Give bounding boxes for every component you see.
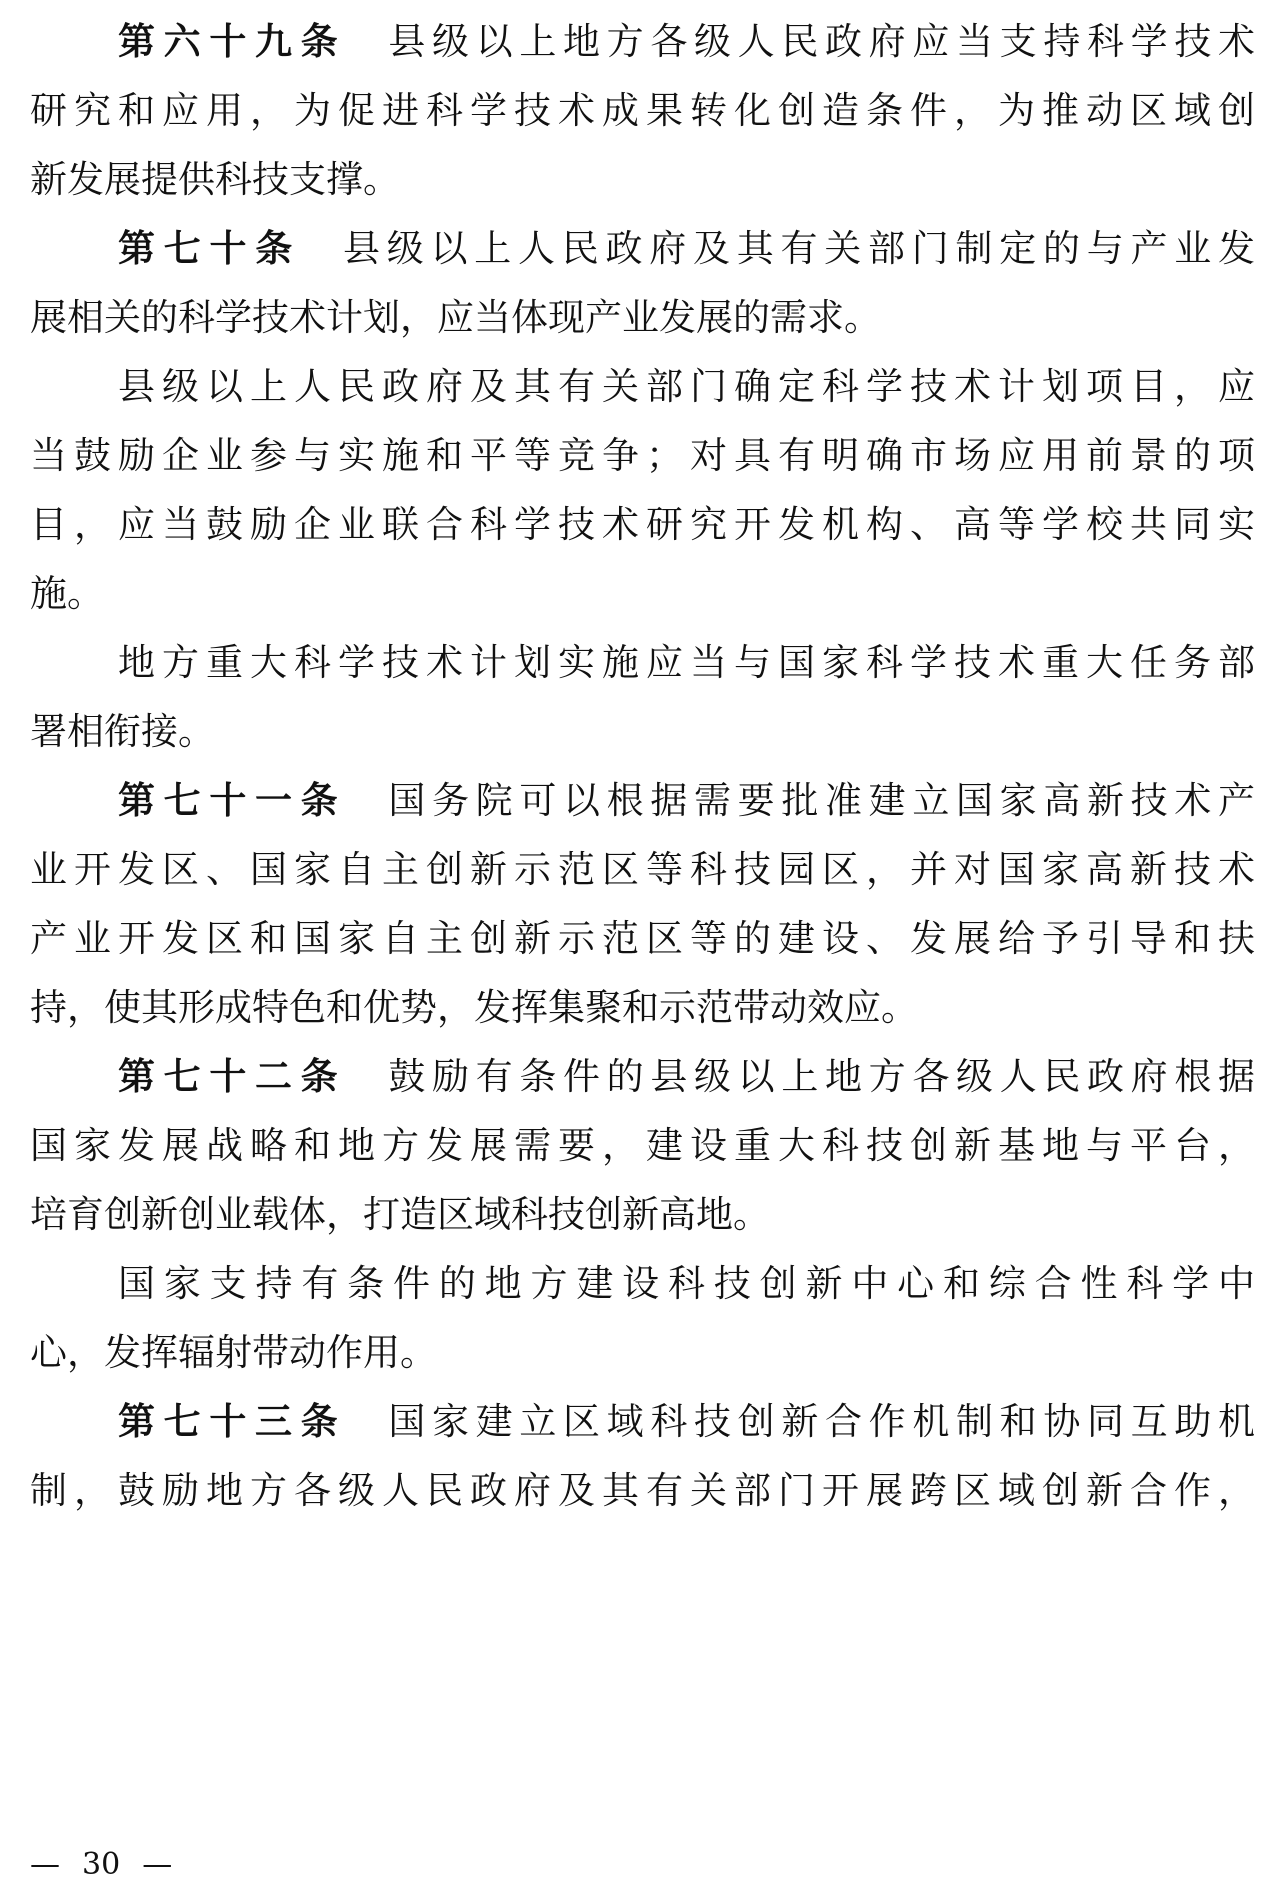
article-70-para-3-line-1: 地方重大科学技术计划实施应当与国家科学技术重大任务部 bbox=[118, 641, 1255, 684]
page-number-value: 30 bbox=[82, 1847, 121, 1882]
article-73-text-1: 国家建立区域科技创新合作机制和协同互助机 bbox=[388, 1400, 1256, 1443]
article-70-line-2: 展相关的科学技术计划，应当体现产业发展的需求。 bbox=[30, 296, 881, 339]
article-72-para-2-line-1: 国家支持有条件的地方建设科技创新中心和综合性科学中 bbox=[118, 1262, 1255, 1305]
article-69-line-1 bbox=[118, 12, 1255, 72]
article-73-line-1 bbox=[118, 1392, 1255, 1452]
page-number-dash-right: — bbox=[142, 1847, 173, 1882]
page-number bbox=[30, 1845, 172, 1885]
article-70-para-2-line-4: 施。 bbox=[30, 572, 104, 615]
article-71-line-2: 业开发区、国家自主创新示范区等科技园区，并对国家高新技术 bbox=[30, 848, 1255, 891]
article-72-heading: 第七十二条 bbox=[118, 1055, 347, 1098]
article-70-para-3-line-2: 署相衔接。 bbox=[30, 710, 215, 753]
article-69-line-3: 新发展提供科技支撑。 bbox=[30, 158, 400, 201]
article-72-line-3: 培育创新创业载体，打造区域科技创新高地。 bbox=[30, 1193, 770, 1236]
article-69-heading: 第六十九条 bbox=[118, 20, 347, 63]
article-71-text-1: 国务院可以根据需要批准建立国家高新技术产 bbox=[388, 779, 1256, 822]
article-73-line-2: 制，鼓励地方各级人民政府及其有关部门开展跨区域创新合作， bbox=[30, 1469, 1255, 1512]
article-72-line-1 bbox=[118, 1047, 1255, 1107]
article-71-heading: 第七十一条 bbox=[118, 779, 347, 822]
article-70-heading: 第七十条 bbox=[118, 227, 301, 270]
article-69-line-2: 研究和应用，为促进科学技术成果转化创造条件，为推动区域创 bbox=[30, 89, 1255, 132]
article-71-line-3: 产业开发区和国家自主创新示范区等的建设、发展给予引导和扶 bbox=[30, 917, 1255, 960]
article-72-text-1: 鼓励有条件的县级以上地方各级人民政府根据 bbox=[388, 1055, 1256, 1098]
article-70-para-2-line-3: 目，应当鼓励企业联合科学技术研究开发机构、高等学校共同实 bbox=[30, 503, 1255, 546]
article-70-para-2-line-2: 当鼓励企业参与实施和平等竞争；对具有明确市场应用前景的项 bbox=[30, 434, 1255, 477]
article-70-line-1 bbox=[118, 219, 1255, 279]
article-73-heading: 第七十三条 bbox=[118, 1400, 347, 1443]
article-72-para-2-line-2: 心，发挥辐射带动作用。 bbox=[30, 1331, 437, 1374]
article-72-line-2: 国家发展战略和地方发展需要，建设重大科技创新基地与平台， bbox=[30, 1124, 1255, 1167]
article-71-line-1 bbox=[118, 771, 1255, 831]
article-69-text-1: 县级以上地方各级人民政府应当支持科学技术 bbox=[388, 20, 1256, 63]
article-70-para-2-line-1: 县级以上人民政府及其有关部门确定科学技术计划项目，应 bbox=[118, 365, 1255, 408]
article-71-line-4: 持，使其形成特色和优势，发挥集聚和示范带动效应。 bbox=[30, 986, 918, 1029]
document-page bbox=[30, 0, 1255, 1889]
page-number-dash-left: — bbox=[30, 1847, 60, 1882]
article-70-text-1: 县级以上人民政府及其有关部门制定的与产业发 bbox=[343, 227, 1255, 270]
